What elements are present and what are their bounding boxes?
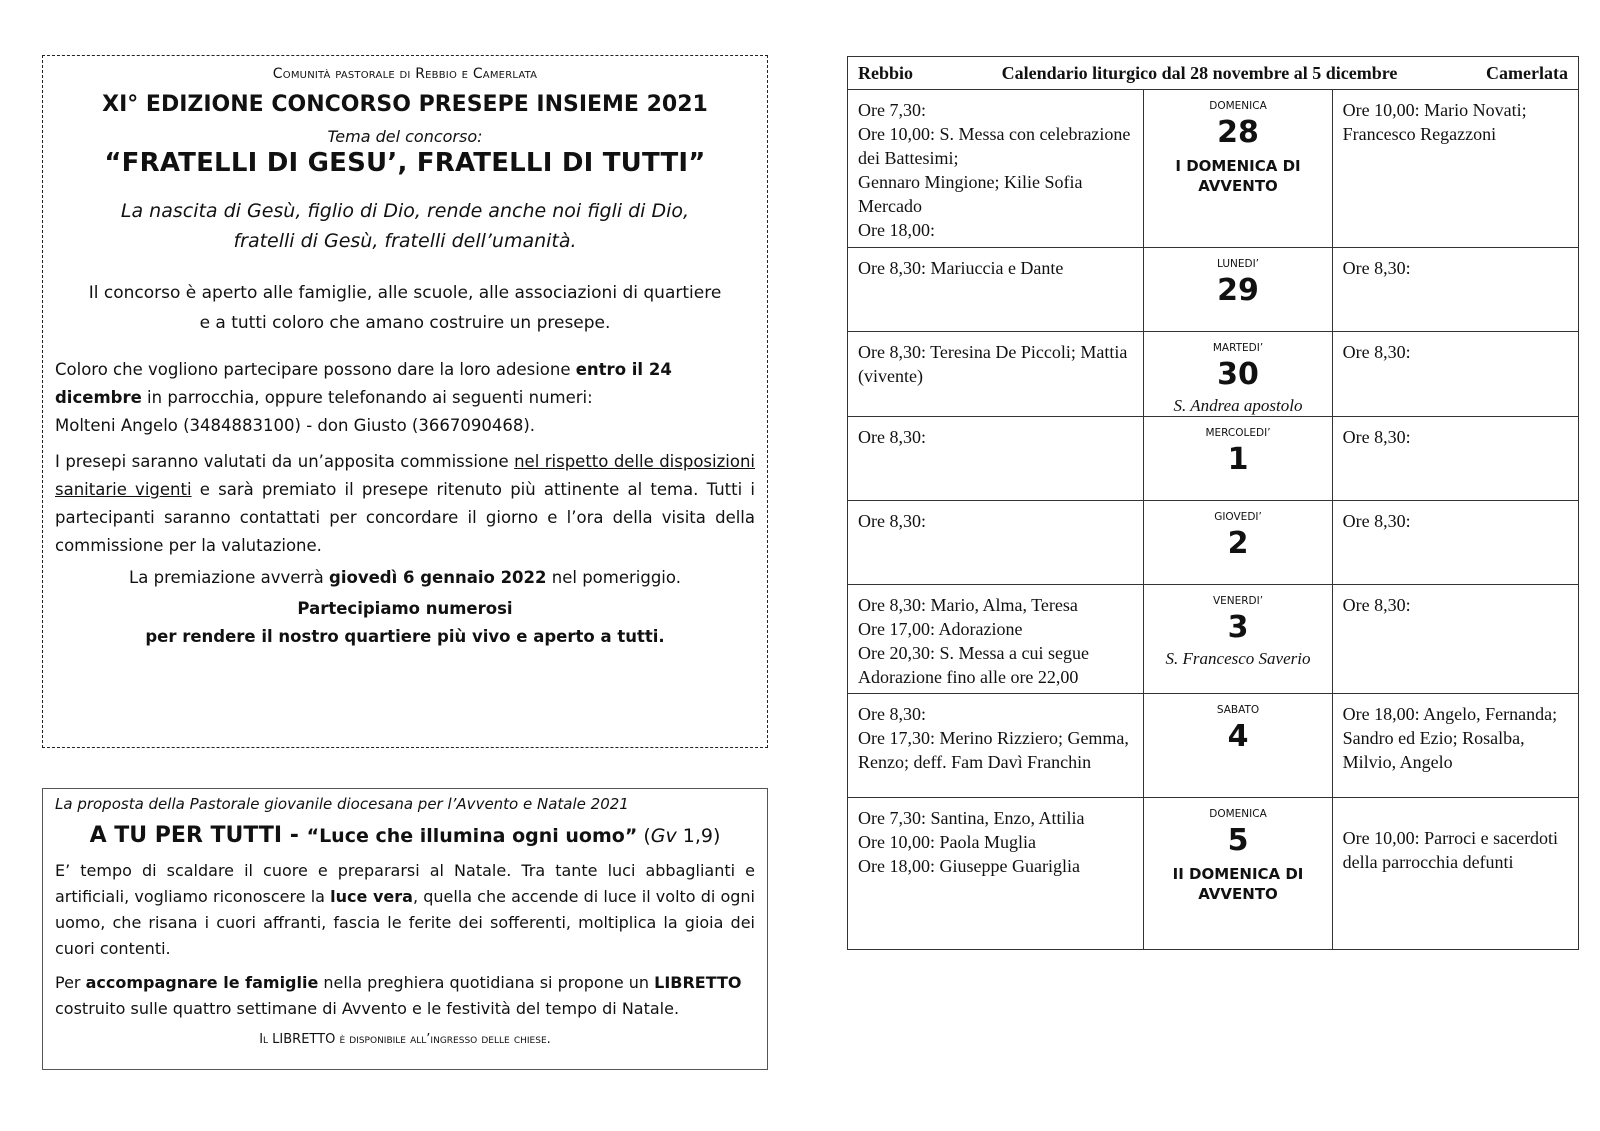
camerlata-mass-text: Ore 8,30:	[1342, 595, 1411, 615]
calendar-row	[848, 417, 1579, 501]
day-number: 28	[1217, 115, 1259, 150]
theme-quote	[43, 196, 767, 256]
camerlata-mass-text: Ore 8,30:	[1342, 342, 1411, 362]
camerlata-masses	[1332, 332, 1578, 417]
deadline: entro il 24 dicembre	[55, 360, 672, 407]
proposal-intro: La proposta della Pastorale giovanile diocesana per l’Avvento e Natale 2021	[55, 795, 629, 813]
camerlata-mass-text: Ore 8,30:	[1342, 258, 1411, 278]
rebbio-masses	[848, 501, 1144, 585]
calendar-row	[848, 694, 1579, 798]
rebbio-mass-text: Ore 8,30:	[858, 427, 926, 447]
open-line: Il concorso è aperto alle famiglie, alle scuole, alle associazioni di quartiere	[88, 283, 722, 303]
quote-line: fratelli di Gesù, fratelli dell’umanità.	[233, 230, 577, 252]
camerlata-mass-text: Ore 18,00: Angelo, Fernanda; Sandro ed Ezio; Rosalba, Milvio, Angelo	[1342, 704, 1558, 772]
open-to-paragraph	[43, 278, 767, 338]
calendar-row	[848, 90, 1579, 248]
calendar-row	[848, 248, 1579, 332]
weekday-name: LUNEDI’	[1217, 258, 1260, 270]
saint-name: S. Francesco Saverio	[1165, 649, 1311, 668]
rebbio-mass-text: Ore 8,30: Ore 17,30: Merino Rizziero; Gemma, Renzo; deff. Fam Davì Franchin	[858, 704, 1129, 772]
advent-proposal	[42, 788, 768, 1070]
rebbio-mass-text: Ore 8,30: Mario, Alma, Teresa Ore 17,00: Adorazione Ore 20,30: S. Messa a cui segue Adorazione fino alle ore 22,00	[858, 595, 1089, 687]
weekday-name: MARTEDI’	[1212, 342, 1264, 354]
day-number: 4	[1227, 719, 1249, 754]
camerlata-mass-text: Ore 8,30:	[1342, 511, 1411, 531]
feast-name: II DOMENICA DI AVVENTO	[1172, 865, 1304, 903]
community-name: Comunità pastorale di Rebbio e Camerlata	[272, 66, 538, 82]
calendar-day	[1144, 585, 1332, 694]
liturgical-calendar	[847, 56, 1579, 950]
day-number: 29	[1217, 273, 1259, 308]
calendar-day	[1144, 798, 1332, 950]
parish-camerlata: Camerlata	[1486, 62, 1568, 83]
booklet-note: Il LIBRETTO è disponibile all’ingresso delle chiese.	[259, 1032, 551, 1047]
calendar-day	[1144, 90, 1332, 248]
evaluation-paragraph: I presepi saranno valutati da un’apposita commissione nel rispetto delle disposizioni sanitarie vigenti e sarà premiato il presepe ritenuto più attinente al tema. Tutti i partecipanti saranno contattati per concordare il giorno e l’ora della visita della commissione per la valutazione.	[55, 452, 755, 555]
weekday-name: MERCOLEDI’	[1205, 427, 1271, 439]
day-number: 2	[1227, 526, 1249, 561]
calendar-day	[1144, 332, 1332, 417]
booklet-paragraph: Per accompagnare le famiglie nella preghiera quotidiana si propone un LIBRETTO costruito sulle quattro settimane di Avvento e le festività del tempo di Natale.	[55, 973, 742, 1018]
calendar-title: Calendario liturgico dal 28 novembre al 5 dicembre	[1001, 62, 1398, 83]
quote-line: La nascita di Gesù, figlio di Dio, rende anche noi figli di Dio,	[120, 200, 690, 222]
calendar-day	[1144, 417, 1332, 501]
rebbio-mass-text: Ore 7,30: Santina, Enzo, Attilia Ore 10,00: Paola Muglia Ore 18,00: Giuseppe Guariglia	[858, 808, 1085, 876]
call-to-action: Partecipiamo numerosi per rendere il nostro quartiere più vivo e aperto a tutti.	[145, 599, 665, 646]
camerlata-masses	[1332, 585, 1578, 694]
weekday-name: DOMENICA	[1209, 808, 1267, 820]
contest-title: XI° EDIZIONE CONCORSO PRESEPE INSIEME 2021	[102, 92, 708, 117]
calendar-day	[1144, 694, 1332, 798]
calendar-row	[848, 585, 1579, 694]
calendar-row	[848, 798, 1579, 950]
calendar-row	[848, 332, 1579, 417]
parish-rebbio: Rebbio	[858, 62, 914, 83]
rebbio-masses	[848, 417, 1144, 501]
camerlata-masses	[1332, 417, 1578, 501]
rebbio-mass-text: Ore 8,30:	[858, 511, 926, 531]
proposal-heading: A TU PER TUTTI - “Luce che illumina ogni uomo” (Gv 1,9)	[89, 823, 721, 848]
sanitary-rules: nel rispetto delle disposizioni sanitarie vigenti	[55, 452, 755, 499]
contest-theme: “FRATELLI DI GESU’, FRATELLI DI TUTTI”	[104, 148, 706, 178]
rebbio-masses	[848, 90, 1144, 248]
weekday-name: GIOVEDI’	[1214, 511, 1262, 523]
rebbio-masses	[848, 585, 1144, 694]
camerlata-masses	[1332, 798, 1578, 950]
day-number: 30	[1217, 357, 1259, 392]
contact-numbers: Molteni Angelo (3484883100) - don Giusto (3667090468).	[55, 416, 536, 435]
rebbio-mass-text: Ore 7,30: Ore 10,00: S. Messa con celebrazione dei Battesimi; Gennaro Mingione; Kilie Sofia Mercado Ore 18,00:	[858, 100, 1131, 240]
registration-paragraph: Coloro che vogliono partecipare possono dare la loro adesione entro il 24 dicembre in parrocchia, oppure telefonando ai seguenti numeri: Molteni Angelo (3484883100) - don Giusto (3667090468).	[55, 360, 672, 435]
proposal-body: E’ tempo di scaldare il cuore e prepararsi al Natale. Tra tante luci abbaglianti e artificiali, vogliamo riconoscere la luce vera, quella che accende di luce il volto di ogni uomo, che risana i cuori affranti, fascia le ferite dei sofferenti, moltiplica la gioia dei cuori contenti.	[55, 861, 756, 958]
day-number: 5	[1227, 823, 1249, 858]
theme-label: Tema del concorso:	[327, 127, 483, 146]
award-line: La premiazione avverrà giovedì 6 gennaio 2022 nel pomeriggio.	[129, 568, 681, 587]
rebbio-mass-text: Ore 8,30: Teresina De Piccoli; Mattia (vivente)	[858, 342, 1128, 386]
weekday-name: DOMENICA	[1209, 100, 1267, 112]
day-number: 3	[1227, 610, 1249, 645]
open-line: e a tutti coloro che amano costruire un presepe.	[199, 313, 611, 333]
rebbio-masses	[848, 248, 1144, 332]
rebbio-masses	[848, 332, 1144, 417]
award-date: giovedì 6 gennaio 2022	[329, 568, 547, 587]
camerlata-masses	[1332, 694, 1578, 798]
contest-announcement	[42, 55, 768, 748]
calendar-header	[848, 57, 1579, 90]
camerlata-masses	[1332, 90, 1578, 248]
camerlata-mass-text: Ore 10,00: Mario Novati; Francesco Regazzoni	[1342, 100, 1527, 144]
calendar-row	[848, 501, 1579, 585]
rebbio-mass-text: Ore 8,30: Mariuccia e Dante	[858, 258, 1064, 278]
rebbio-masses	[848, 694, 1144, 798]
calendar-day	[1144, 248, 1332, 332]
day-number: 1	[1227, 442, 1249, 477]
weekday-name: SABATO	[1216, 704, 1260, 716]
feast-name: I DOMENICA DI AVVENTO	[1175, 157, 1301, 195]
camerlata-masses	[1332, 248, 1578, 332]
saint-name: S. Andrea apostolo	[1173, 396, 1303, 415]
camerlata-masses	[1332, 501, 1578, 585]
camerlata-mass-text: Ore 10,00: Parroci e sacerdoti della parrocchia defunti	[1342, 828, 1559, 872]
camerlata-mass-text: Ore 8,30:	[1342, 427, 1411, 447]
calendar-day	[1144, 501, 1332, 585]
rebbio-masses	[848, 798, 1144, 950]
weekday-name: VENERDI’	[1212, 595, 1264, 607]
